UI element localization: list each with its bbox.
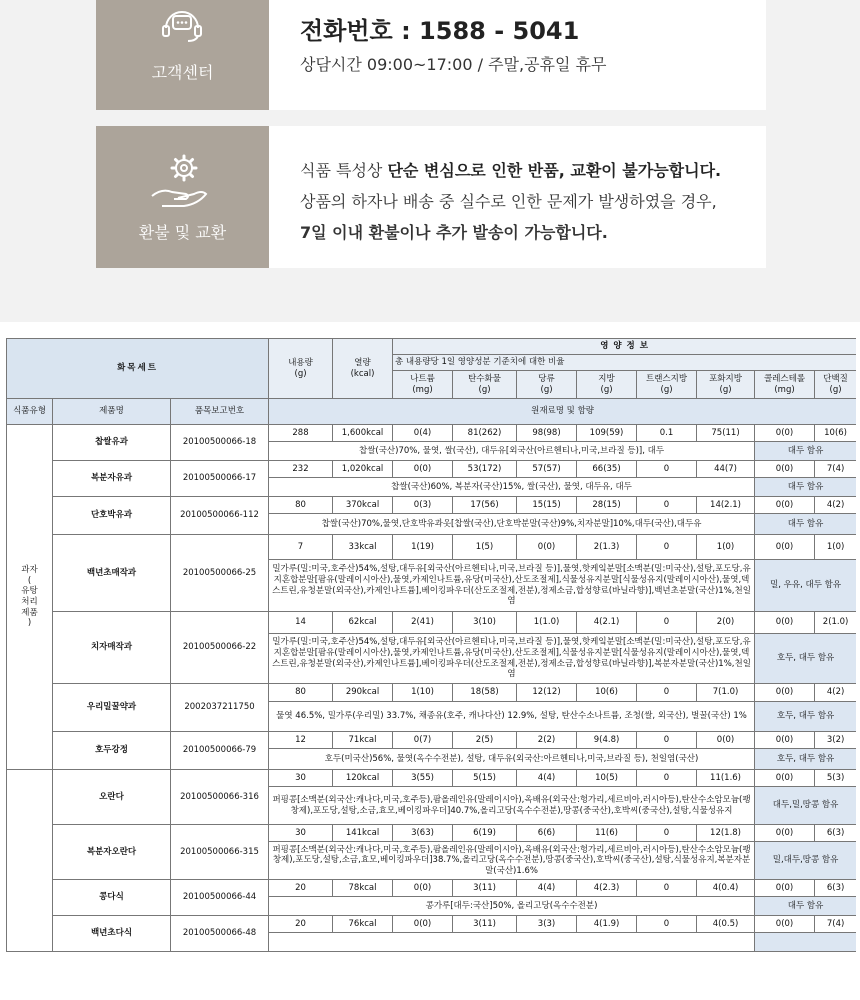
refund-card [96,126,766,268]
value-carb: 1(5) [453,535,517,560]
nutrition-sheet [6,338,856,1000]
value-fat: 10(5) [577,770,637,787]
value-sugar: 4(4) [517,880,577,897]
ingredients-text: 퍼핑콩[소맥분(외국산:캐나다,미국,호주등),팜올레인유(말레이시아),옥배유(외국산:헝가리,세르비아,러시아등),탄산수소암모늄(팽창제),포도당,설탕,소금,효모,베이킹파우더]38.7%,올리고당(옥수수전분),땅콩(중국산),호박씨(중국산),설탕,식물성유지,복분자분말(국산)1.6% [269,842,755,880]
value-carb: 3(10) [453,612,517,634]
value-trans: 0 [637,461,697,478]
value-carb: 6(19) [453,825,517,842]
allergen-text: 호두, 대두 함유 [755,749,856,770]
allergen-text: 밀,대두,땅콩 함유 [755,842,856,880]
header-amount [269,339,333,399]
value-chol: 0(0) [755,732,815,749]
header-sodium-unit: (mg) [412,384,433,395]
value-fat: 66(35) [577,461,637,478]
value-chol: 0(0) [755,825,815,842]
value-cal: 290kcal [333,684,393,702]
value-fat: 109(59) [577,425,637,442]
ingredients-text: 물엿 46.5%, 밀가루(우리밀) 33.7%, 채종유(호주, 캐나다산) 12.9%, 설탕, 탄산수소나트륨, 조청(쌀, 외국산), 벌꿀(국산) 1% [269,702,755,732]
value-sugar: 15(15) [517,497,577,514]
value-cal: 370kcal [333,497,393,514]
food-type-snack: 과자 ( 유탕 처리 제품 ) [7,425,53,770]
allergen-text: 대두 함유 [755,514,856,535]
value-protein: 6(3) [815,880,856,897]
refund-line-3: 7일 이내 환불이나 추가 발송이 가능합니다. [300,223,608,242]
value-chol: 0(0) [755,612,815,634]
refund-side [96,126,269,268]
value-protein: 5(3) [815,770,856,787]
value-amount: 30 [269,825,333,842]
customer-center-card [96,0,766,110]
product-name: 백년초다식 [53,916,171,952]
value-fat: 4(2.1) [577,612,637,634]
allergen-text: 대두,밀,땅콩 함유 [755,787,856,825]
gear-hand-icon [148,150,216,212]
header-chol-label: 콜레스테롤 [763,373,806,384]
value-sat: 11(1.6) [697,770,755,787]
ingredients-text: 밀가루(밀:미국,호주산)54%,설탕,대두유[외국산(아르헨티나,미국,브라질 등)],물엿,핫케잌분말[소맥분(밀:미국산),설탕,포도당,유지혼합분말[팜유(말레이시아산),물엿,카제인나트륨,유당(미국산),산도조절제],식물성유지분말[식물성유지(말레이시아산),물엿,덱스트린,유청분말(외국산),카제인나트륨],베이킹파우더(산도조절제,전분),정제소금,합성향료(바닐라향)],백년초분말(국산)1%,천일염 [269,560,755,612]
value-carb: 81(262) [453,425,517,442]
value-cal: 1,600kcal [333,425,393,442]
nutrition-table [6,338,856,952]
header-calories-label: 열량 [354,357,371,368]
value-trans: 0 [637,732,697,749]
value-trans: 0 [637,880,697,897]
value-sugar: 2(2) [517,732,577,749]
value-trans: 0 [637,612,697,634]
product-values-row [7,825,857,842]
product-values-row [7,461,857,478]
food-type-other [7,770,53,952]
value-sugar: 6(6) [517,825,577,842]
value-protein: 7(4) [815,916,856,933]
business-hours: 상담시간 09:00~17:00 / 주말,공휴일 휴무 [300,55,607,74]
value-sodium: 0(0) [393,880,453,897]
header-amount-unit: (g) [294,368,307,379]
value-sugar: 12(12) [517,684,577,702]
value-sugar: 98(98) [517,425,577,442]
value-chol: 0(0) [755,916,815,933]
header-fat [577,371,637,399]
report-number: 20100500066-17 [171,461,269,497]
header-trans-unit: (g) [660,384,673,395]
report-number: 20100500066-112 [171,497,269,535]
allergen-text [755,933,856,952]
value-amount: 80 [269,497,333,514]
product-values-row [7,497,857,514]
ingredients-text: 호두(미국산)56%, 물엿(옥수수전분), 설탕, 대두유(외국산:아르헨티나,미국,브라질 등), 천일염(국산) [269,749,755,770]
header-carb-unit: (g) [478,384,491,395]
value-fat: 9(4.8) [577,732,637,749]
value-protein: 4(2) [815,497,856,514]
header-trans [637,371,697,399]
value-chol: 0(0) [755,497,815,514]
value-amount: 80 [269,684,333,702]
value-fat: 28(15) [577,497,637,514]
customer-center-side [96,0,269,110]
value-carb: 17(56) [453,497,517,514]
product-name: 우리밀꿀약과 [53,684,171,732]
value-cal: 71kcal [333,732,393,749]
product-name: 복분자오란다 [53,825,171,880]
allergen-text: 대두 함유 [755,478,856,497]
ingredients-text: 퍼핑콩[소맥분(외국산:캐나다,미국,호주등),팜올레인유(말레이시아),옥배유(외국산:헝가리,세르비아,러시아등),탄산수소암모늄(팽창제),포도당,설탕,소금,효모,베이킹파우더]40.7%,올리고당(옥수수전분),땅콩(중국산),호박씨(중국산),설탕,식물성유지 [269,787,755,825]
value-chol: 0(0) [755,770,815,787]
product-values-row [7,770,857,787]
header-amount-label: 내용량 [288,357,313,368]
value-sat: 1(0) [697,535,755,560]
header-sat [697,371,755,399]
ingredients-text: 찹쌀(국산)60%, 복분자(국산)15%, 쌀(국산), 물엿, 대두유, 대두 [269,478,755,497]
header-sugar-unit: (g) [540,384,553,395]
value-fat: 11(6) [577,825,637,842]
value-cal: 120kcal [333,770,393,787]
value-trans: 0.1 [637,425,697,442]
ingredients-text [269,933,755,952]
value-cal: 78kcal [333,880,393,897]
allergen-text: 대두 함유 [755,897,856,916]
report-number: 20100500066-44 [171,880,269,916]
value-sat: 44(7) [697,461,755,478]
value-protein: 7(4) [815,461,856,478]
value-trans: 0 [637,535,697,560]
report-number: 20100500066-18 [171,425,269,461]
value-carb: 53(172) [453,461,517,478]
value-amount: 30 [269,770,333,787]
value-sat: 14(2.1) [697,497,755,514]
product-name: 치자매작과 [53,612,171,684]
header-trans-label: 트랜스지방 [645,373,688,384]
header-protein [815,371,856,399]
value-sugar: 0(0) [517,535,577,560]
header-sodium-label: 나트륨 [410,373,435,384]
value-amount: 14 [269,612,333,634]
value-sodium: 1(19) [393,535,453,560]
value-protein: 6(3) [815,825,856,842]
report-number: 20100500066-48 [171,916,269,952]
header-fat-label: 지방 [598,373,615,384]
header-chol [755,371,815,399]
header-product-name: 제품명 [53,399,171,425]
value-protein: 2(1.0) [815,612,856,634]
report-number: 20100500066-25 [171,535,269,612]
value-chol: 0(0) [755,684,815,702]
value-sat: 12(1.8) [697,825,755,842]
value-carb: 5(15) [453,770,517,787]
product-name: 백년초매작과 [53,535,171,612]
header-sat-unit: (g) [719,384,732,395]
value-sodium: 2(41) [393,612,453,634]
report-number: 20100500066-315 [171,825,269,880]
product-name: 오란다 [53,770,171,825]
value-cal: 76kcal [333,916,393,933]
value-protein: 10(6) [815,425,856,442]
header-ingredients: 원재료명 및 함량 [269,399,856,425]
value-sat: 2(0) [697,612,755,634]
product-values-row [7,732,857,749]
value-carb: 18(58) [453,684,517,702]
allergen-text: 밀, 우유, 대두 함유 [755,560,856,612]
value-trans: 0 [637,684,697,702]
value-trans: 0 [637,916,697,933]
value-amount: 288 [269,425,333,442]
value-amount: 7 [269,535,333,560]
value-sodium: 3(63) [393,825,453,842]
value-protein: 3(2) [815,732,856,749]
value-sodium: 0(0) [393,461,453,478]
allergen-text: 호두, 대두 함유 [755,634,856,684]
header-report-number: 품목보고번호 [171,399,269,425]
value-sodium: 0(0) [393,916,453,933]
header-sugar-label: 당류 [538,373,555,384]
value-chol: 0(0) [755,461,815,478]
customer-center-label: 고객센터 [151,63,214,82]
product-values-row [7,916,857,933]
allergen-text: 호두, 대두 함유 [755,702,856,732]
header-food-type: 식품유형 [7,399,53,425]
value-chol: 0(0) [755,425,815,442]
allergen-text: 대두 함유 [755,442,856,461]
product-name: 단호박유과 [53,497,171,535]
info-section [0,0,860,322]
report-number: 20100500066-316 [171,770,269,825]
header-carb-label: 탄수화물 [468,373,501,384]
value-sodium: 1(10) [393,684,453,702]
value-trans: 0 [637,497,697,514]
value-carb: 2(5) [453,732,517,749]
value-protein: 1(0) [815,535,856,560]
value-amount: 20 [269,916,333,933]
value-sat: 4(0.5) [697,916,755,933]
product-name: 콩다식 [53,880,171,916]
header-chol-unit: (mg) [774,384,795,395]
value-carb: 3(11) [453,916,517,933]
value-fat: 10(6) [577,684,637,702]
ingredients-text: 밀가루(밀:미국,호주산)54%,설탕,대두유[외국산(아르헨티나,미국,브라질 등)],물엿,핫케잌분말[소맥분(밀:미국산),설탕,포도당,유지혼합분말[팜유(말레이시아산),물엿,카제인나트륨,유당(미국산),산도조절제],식물성유지분말[식물성유지(말레이시아산),물엿,덱스트린,유청분말(외국산),카제인나트륨],베이킹파우더(산도조절제,전분),정제소금,합성향료(바닐라향)],복분자분말(국산)1%,천일염 [269,634,755,684]
value-sugar: 57(57) [517,461,577,478]
value-amount: 12 [269,732,333,749]
set-title: 화목세트 [7,339,269,399]
refund-label: 환불 및 교환 [138,223,227,242]
value-sugar: 4(4) [517,770,577,787]
value-fat: 2(1.3) [577,535,637,560]
value-sat: 7(1.0) [697,684,755,702]
value-sodium: 3(55) [393,770,453,787]
header-calories-unit: (kcal) [350,368,375,379]
headset-chat-icon [156,4,208,44]
value-trans: 0 [637,770,697,787]
value-sugar: 1(1.0) [517,612,577,634]
header-sugar [517,371,577,399]
refund-line-1 [300,158,721,181]
refund-line-1-pre: 식품 특성상 [300,161,388,180]
value-sodium: 0(3) [393,497,453,514]
value-chol: 0(0) [755,880,815,897]
header-protein-unit: (g) [829,384,842,395]
refund-line-2: 상품의 하자나 배송 중 실수로 인한 문제가 발생하였을 경우, [300,192,717,211]
value-chol: 0(0) [755,535,815,560]
value-cal: 33kcal [333,535,393,560]
refund-line-1-bold: 단순 변심으로 인한 반품, 교환이 불가능합니다. [387,161,722,180]
product-values-row [7,535,857,560]
value-cal: 62kcal [333,612,393,634]
value-sat: 75(11) [697,425,755,442]
header-basis: 총 내용량당 1일 영양성분 기준치에 대한 비율 [393,355,856,371]
header-nutrition: 영 양 정 보 [393,339,856,355]
header-sat-label: 포화지방 [709,373,742,384]
value-fat: 4(1.9) [577,916,637,933]
header-fat-unit: (g) [600,384,613,395]
value-sodium: 0(7) [393,732,453,749]
header-calories [333,339,393,399]
product-values-row [7,684,857,702]
product-name: 호두강정 [53,732,171,770]
report-number: 20100500066-22 [171,612,269,684]
ingredients-text: 찹쌀(국산)70%, 물엿, 쌀(국산), 대두유[외국산(아르헨티나,미국,브라질 등)], 대두 [269,442,755,461]
product-values-row [7,880,857,897]
value-cal: 1,020kcal [333,461,393,478]
header-sodium [393,371,453,399]
ingredients-text: 찹쌀(국산)70%,물엿,단호박유과옷[찹쌀(국산),단호박분말(국산)9%,치자분말]10%,대두(국산),대두유 [269,514,755,535]
value-sodium: 0(4) [393,425,453,442]
product-values-row [7,612,857,634]
product-values-row [7,425,857,442]
report-number: 2002037211750 [171,684,269,732]
value-amount: 232 [269,461,333,478]
value-trans: 0 [637,825,697,842]
value-carb: 3(11) [453,880,517,897]
value-sat: 4(0.4) [697,880,755,897]
value-sugar: 3(3) [517,916,577,933]
header-protein-label: 단백질 [823,373,848,384]
header-carb [453,371,517,399]
ingredients-text: 콩가루[대두:국산]50%, 올리고당(옥수수전분) [269,897,755,916]
value-protein: 4(2) [815,684,856,702]
report-number: 20100500066-79 [171,732,269,770]
value-cal: 141kcal [333,825,393,842]
value-sat: 0(0) [697,732,755,749]
value-fat: 4(2.3) [577,880,637,897]
product-name: 찹쌀유과 [53,425,171,461]
phone-number: 전화번호 : 1588 - 5041 [300,17,580,45]
value-amount: 20 [269,880,333,897]
product-name: 복분자유과 [53,461,171,497]
